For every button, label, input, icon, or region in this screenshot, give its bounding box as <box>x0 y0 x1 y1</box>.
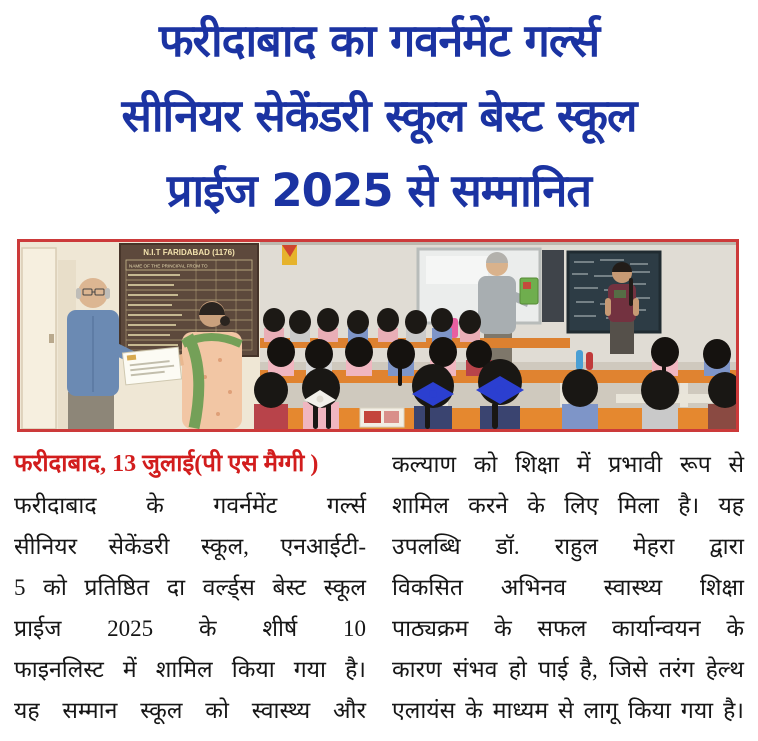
article-column-left <box>14 444 366 731</box>
board-header: NAME OF THE PRINCIPAL FROM TO <box>129 263 208 269</box>
article-line: विकसित अभिनव स्वास्थ्य शिक्षा <box>392 575 744 600</box>
dateline: फरीदाबाद, 13 जुलाई(पी एस मैग्गी ) <box>14 451 319 477</box>
headline-line-2: सीनियर सेकेंडरी स्कूल बेस्ट स्कूल <box>121 89 637 142</box>
certificate-scene <box>20 242 260 429</box>
article-line: 5 को प्रतिष्ठित दा वर्ल्ड्स बेस्ट स्कूल <box>14 575 366 600</box>
article-line: कल्याण को शिक्षा में प्रभावी रूप से <box>392 452 744 477</box>
article-body <box>14 444 744 731</box>
news-photo <box>17 239 739 432</box>
board-title: N.I.T FARIDABAD (1176) <box>143 248 235 257</box>
article-line: प्राईज 2025 के शीर्ष 10 <box>14 616 366 641</box>
wall-panel <box>542 250 564 322</box>
article-line: शामिल करने के लिए मिला है। यह <box>392 493 744 518</box>
photo-illustration <box>20 242 736 429</box>
article-line: यह सम्मान स्कूल को स्वास्थ्य और <box>14 698 366 723</box>
article-line: कारण संभव हो पाई है, जिसे तरंग हेल्थ <box>392 657 744 682</box>
green-book <box>520 278 538 304</box>
article-line: पाठ्यक्रम के सफल कार्यान्वयन के <box>392 616 744 641</box>
headline <box>0 0 758 228</box>
classroom-scene <box>254 242 736 429</box>
article-line: फाइनलिस्ट में शामिल किया गया है। <box>14 657 366 682</box>
article-column-right <box>392 444 744 731</box>
headline-line-1: फरीदाबाद का गवर्नमेंट गर्ल्स <box>158 14 600 67</box>
hanging-poster <box>282 245 297 265</box>
article-line: एलायंस के माध्यम से लागू किया गया है। <box>392 698 744 723</box>
certificate <box>122 347 181 385</box>
article-line: सीनियर सेकेंडरी स्कूल, एनआईटी- <box>14 534 366 559</box>
article-line: फरीदाबाद के गवर्नमेंट गर्ल्स <box>14 493 366 518</box>
article-line: उपलब्धि डॉ. राहुल मेहरा द्वारा <box>392 534 744 559</box>
headline-line-3: प्राईज 2025 से सम्मानित <box>166 164 592 217</box>
open-book <box>360 408 404 427</box>
